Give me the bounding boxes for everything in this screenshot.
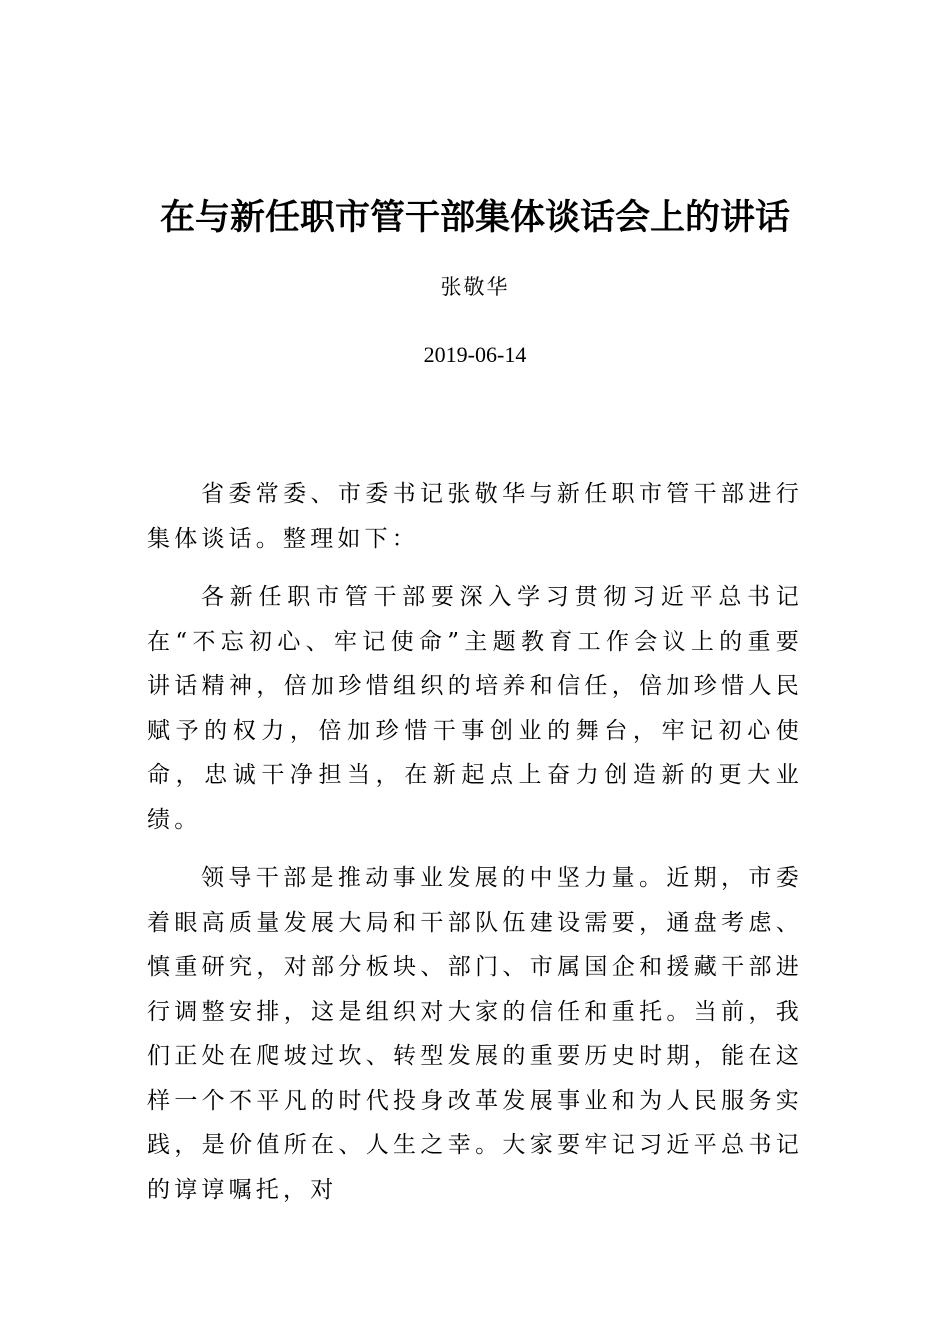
paragraph: 各新任职市管干部要深入学习贯彻习近平总书记在“不忘初心、牢记使命”主题教育工作会议上的重要讲话精神，倍加珍惜组织的培养和信任，倍加珍惜人民赋予的权力，倍加珍惜干事创业的舞台，牢记初心使命，忠诚干净担当，在新起点上奋力创造新的更大业绩。 bbox=[147, 584, 803, 833]
document-author: 张敬华 bbox=[440, 275, 510, 299]
document-title: 在与新任职市管干部集体谈话会上的讲话 bbox=[159, 198, 790, 238]
paragraph: 省委常委、市委书记张敬华与新任职市管干部进行集体谈话。整理如下： bbox=[147, 481, 803, 552]
paragraph: 领导干部是推动事业发展的中坚力量。近期，市委着眼高质量发展大局和干部队伍建设需要，通盘考虑、慎重研究，对部分板块、部门、市属国企和援藏干部进行调整安排，这是组织对大家的信任和重托。当前，我们正处在爬坡过坎、转型发展的重要历史时期，能在这样一个不平凡的时代投身改革发展事业和为人民服务实践，是价值所在、人生之幸。大家要牢记习近平总书记的谆谆嘱托，对 bbox=[147, 865, 803, 1203]
document-body bbox=[147, 472, 803, 1226]
document-date: 2019-06-14 bbox=[423, 342, 527, 367]
